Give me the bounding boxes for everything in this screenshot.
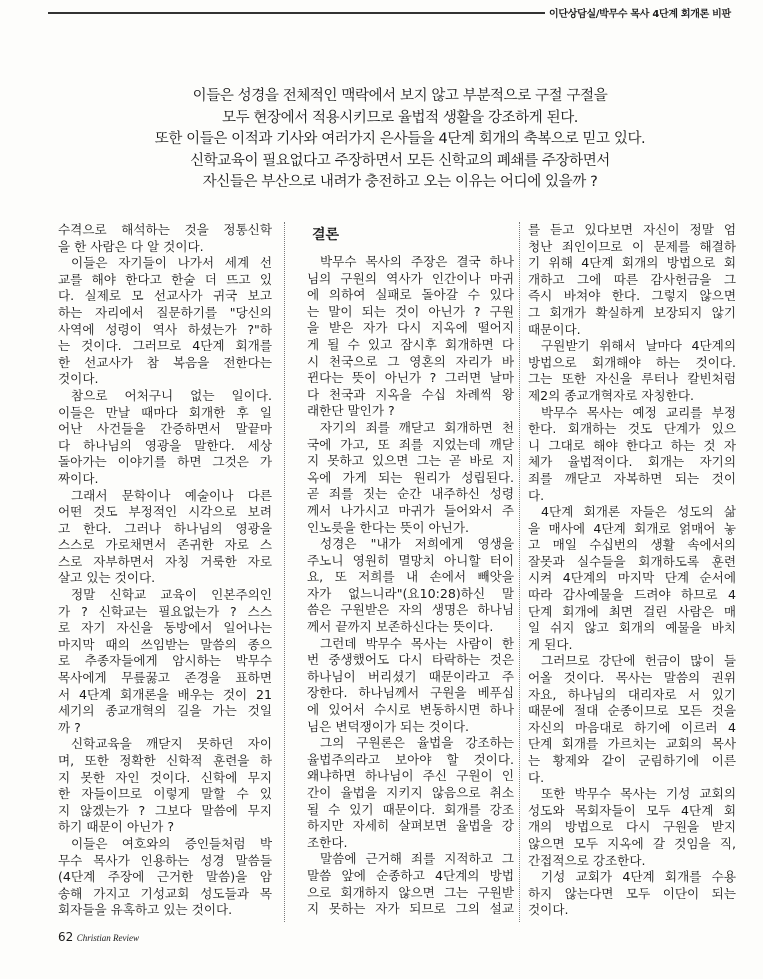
text-line: 인노릇을 한다는 뜻이 아닌가. bbox=[307, 519, 469, 535]
text-line: 박무수 목사의 주장은 결국 하나 bbox=[320, 254, 514, 269]
text-line: 교를 해야 한다고 한술 더 뜨고 있 bbox=[58, 271, 272, 287]
text-line: 잘못과 실수들을 회개하도록 훈련 bbox=[528, 553, 736, 569]
text-line: 것이다. bbox=[58, 371, 99, 387]
pull-quote-line: 모두 현장에서 적용시키므로 율법적 생활을 강조하게 된다. bbox=[221, 109, 579, 126]
text-line: 그런데 박무수 목사는 사람이 한 bbox=[320, 635, 514, 651]
text-line: 왜냐하면 하나님이 주신 구원이 인 bbox=[307, 768, 514, 784]
text-line: 하는 자리에서 질문하기를 "당신의 bbox=[58, 304, 272, 320]
text-line: 그러므로 강단에 헌금이 많이 들 bbox=[541, 653, 736, 669]
text-line: 즉시 바쳐야 한다. 그렇지 않으면 bbox=[528, 288, 736, 304]
text-line: 을 매사에 4단계 회개로 얽매어 놓 bbox=[528, 520, 736, 536]
text-line: 개하고 그에 따른 감사헌금을 그 bbox=[528, 271, 736, 287]
text-line: 한 선교사가 참 복음을 전한다는 bbox=[58, 354, 272, 370]
text-line: 번 중생했어도 다시 타락하는 것은 bbox=[307, 652, 514, 668]
text-line: 하나님이 버리셨기 때문이라고 주 bbox=[307, 668, 514, 684]
text-line: 따라 감사예물을 드려야 하므로 4 bbox=[528, 587, 736, 603]
text-line: 지 않겠는가 ? 그보다 말씀에 무지 bbox=[58, 802, 272, 818]
paragraph bbox=[528, 869, 736, 919]
text-line: 이들은 여호와의 증인들처럼 박 bbox=[71, 835, 272, 851]
paragraph bbox=[307, 420, 514, 536]
text-line: 서 4단계 회개론을 배우는 것이 21 bbox=[58, 686, 272, 702]
text-line: 지 못한 자인 것이다. 신학에 무지 bbox=[58, 769, 272, 785]
paragraph bbox=[528, 338, 736, 404]
text-line: 않으면 모두 지옥에 갈 것임을 직, bbox=[528, 835, 736, 851]
text-line: (4단계 주장에 근거한 말씀)을 암 bbox=[58, 869, 272, 885]
text-line: 무수 목사가 인용하는 성경 말씀들 bbox=[58, 852, 272, 868]
text-line: 하지 않는다면 모두 이단이 되는 bbox=[528, 885, 736, 901]
text-line: 박무수 목사는 예정 교리를 부정 bbox=[541, 404, 736, 420]
pull-quote-line: 신학교육이 필요없다고 주장하면서 모든 신학교의 폐쇄를 주장하면서 bbox=[190, 152, 610, 169]
paragraph bbox=[307, 254, 514, 420]
text-line: 요, 또 저희를 내 손에서 빼앗을 bbox=[307, 569, 514, 585]
text-line: 말씀 앞에 순종하고 4단계의 방법 bbox=[307, 867, 514, 883]
text-line: 때문이다. bbox=[528, 321, 581, 337]
text-line: 단계 회개에 최면 걸린 사람은 매 bbox=[528, 603, 736, 619]
text-line: 간이 율법을 지키지 않음으로 취소 bbox=[307, 785, 514, 800]
text-line: 을 한 사람은 다 알 것이다. bbox=[58, 238, 204, 254]
text-line: 에 있어서 수시로 변동하시면 하나 bbox=[307, 702, 514, 718]
text-line: 세기의 종교개혁의 길을 가는 것일 bbox=[58, 703, 272, 719]
pull-quote-line: 또한 이들은 이적과 기사와 여러가지 은사들을 4단계 회개의 축복으로 믿고 있다. bbox=[154, 131, 646, 148]
text-line: 참으로 어처구니 없는 일이다. bbox=[71, 387, 272, 403]
text-line: 어올 것이다. 목사는 말씀의 권위 bbox=[528, 670, 736, 686]
text-line: 자기의 죄를 깨닫고 회개하면 천 bbox=[320, 419, 514, 435]
text-line: 간접적으로 강조한다. bbox=[528, 852, 646, 868]
pull-quote-line: 이들은 성경을 전체적인 맥락에서 보지 않고 부분적으로 구절 구절을 bbox=[192, 88, 608, 104]
text-line: 다 하나님의 영광을 말한다. 세상 bbox=[58, 437, 272, 453]
text-line: 로 자기 자신을 동방에서 일어나는 bbox=[58, 620, 272, 636]
text-line: 다. bbox=[528, 487, 545, 503]
text-line: 을 받은 자가 다시 지옥에 떨어지 bbox=[307, 320, 514, 336]
text-line: 그는 또한 자신을 루터나 칼빈처럼 bbox=[528, 371, 736, 387]
text-line: 까 ? bbox=[58, 719, 81, 735]
text-line: 마지막 때의 쓰임받는 말씀의 종으 bbox=[58, 636, 272, 652]
article-column-1 bbox=[58, 222, 272, 919]
section-heading-conclusion: 결론 bbox=[312, 227, 340, 243]
text-line: 그의 구원론은 율법을 강조하는 bbox=[320, 735, 514, 751]
text-line: 씀은 구원받은 자의 생명은 하나님 bbox=[307, 602, 514, 618]
text-line: 일 쉬지 않고 회개의 예물을 바치 bbox=[528, 620, 736, 636]
text-line: 기성 교회가 4단계 회개를 수용 bbox=[541, 869, 736, 885]
column-divider bbox=[519, 222, 520, 922]
text-line: 조한다. bbox=[307, 834, 348, 850]
paragraph bbox=[58, 488, 272, 588]
text-line: 니 그대로 해야 한다고 하는 것 자 bbox=[528, 437, 736, 453]
text-line: 송해 가지고 기성교회 성도들과 목 bbox=[58, 885, 272, 901]
section-header: 이단상담실/박무수 목사 4단계 회개론 비판 bbox=[549, 9, 731, 20]
text-line: 님은 변덕쟁이가 되는 것이다. bbox=[307, 718, 469, 734]
paragraph bbox=[58, 255, 272, 388]
paragraph bbox=[307, 536, 514, 636]
text-line: 개의 방법으로 다시 구원을 받지 bbox=[528, 819, 736, 835]
paragraph bbox=[528, 504, 736, 653]
paragraph bbox=[528, 405, 736, 505]
text-line: 로 추종자들에게 암시하는 박무수 bbox=[58, 653, 272, 669]
text-line: 시켜 4단계의 마지막 단계 순서에 bbox=[528, 570, 736, 586]
text-line: 한다. 회개하는 것도 단계가 있으 bbox=[528, 421, 736, 437]
text-line: 말씀에 근거해 죄를 지적하고 그 bbox=[320, 851, 514, 867]
page-footer bbox=[58, 930, 139, 944]
text-line: 고 매일 수십번의 생활 속에서의 bbox=[528, 537, 736, 553]
text-line: 하지만 자세히 살펴보면 율법을 강 bbox=[307, 818, 514, 834]
text-line: 기 위해 4단계 회개의 방법으로 회 bbox=[528, 255, 736, 271]
paragraph bbox=[528, 222, 736, 338]
text-line: 구원받기 위해서 날마다 4단계의 bbox=[541, 338, 736, 354]
text-line: 한 자들이므로 이렇게 말할 수 있 bbox=[58, 786, 272, 802]
text-line: 하기 때문이 아닌가 ? bbox=[58, 819, 175, 835]
magazine-name: Christian Review bbox=[76, 933, 140, 943]
paragraph bbox=[307, 851, 514, 917]
text-line: 스로 자부하면서 자칭 거룩한 자로 bbox=[58, 553, 272, 569]
text-line: 자요, 하나님의 대리자로 서 있기 bbox=[528, 686, 736, 702]
paragraph bbox=[528, 786, 736, 869]
text-line: 그래서 문학이나 예술이나 다른 bbox=[71, 487, 272, 503]
text-line: 청난 죄인이므로 이 문제를 해결하 bbox=[528, 238, 736, 254]
text-line: 게 될 수 있고 잠시후 회개하면 다 bbox=[307, 336, 514, 352]
text-line: 시 천국으로 그 영혼의 자리가 바 bbox=[307, 353, 514, 369]
text-line: 것이다. bbox=[528, 902, 569, 918]
text-line: 신학교육을 깨닫지 못하던 자이 bbox=[71, 736, 272, 752]
text-line: 께서 끝까지 보존하신다는 뜻이다. bbox=[307, 619, 494, 635]
text-line: 그 회개가 확실하게 보장되지 않기 bbox=[528, 304, 736, 320]
text-line: 목사에게 무릎꿇고 존경을 표하면 bbox=[58, 670, 272, 686]
paragraph bbox=[58, 222, 272, 255]
text-line: 율법주의라고 보아야 할 것이다. bbox=[307, 751, 514, 767]
text-line: 는 말이 되는 것이 아닌가 ? 구원 bbox=[307, 303, 514, 319]
text-line: 어떤 것도 부정적인 시각으로 보려 bbox=[58, 504, 272, 520]
paragraph bbox=[58, 836, 272, 919]
text-line: 정말 신학교 교육이 인본주의인 bbox=[71, 587, 272, 603]
text-line: 는 것이다. 그러므로 4단계 회개를 bbox=[58, 338, 272, 354]
text-line: 짜이다. bbox=[58, 470, 99, 486]
text-line: 성도와 목회자들이 모두 4단계 회 bbox=[528, 802, 736, 818]
article-column-2 bbox=[307, 254, 514, 918]
text-line: 4단계 회개론 자들은 성도의 삶 bbox=[541, 504, 736, 520]
paragraph bbox=[307, 735, 514, 851]
paragraph bbox=[58, 736, 272, 836]
text-line: 돌아가는 이야기를 하면 그것은 가 bbox=[58, 454, 272, 470]
text-line: 지 못하는 자가 되므로 그의 설교 bbox=[307, 901, 514, 917]
text-line: 체가 율법적이다. 회개는 자기의 bbox=[528, 454, 736, 470]
text-line: 자신의 마음대로 하기에 이르러 4 bbox=[528, 719, 736, 735]
text-line: 가 ? 신학교는 필요없는가 ? 스스 bbox=[58, 603, 272, 619]
header-rule bbox=[48, 12, 545, 14]
text-line: 를 듣고 있다보면 자신이 정말 엄 bbox=[528, 222, 736, 237]
text-line: 주노니 영원히 멸망치 아니할 터이 bbox=[307, 552, 514, 568]
text-line: 또한 박무수 목사는 기성 교회의 bbox=[541, 786, 736, 802]
text-line: 스스로 가로채면서 존귀한 자로 스 bbox=[58, 537, 272, 553]
text-line: 며, 또한 정확한 신학적 훈련을 하 bbox=[58, 753, 272, 768]
paragraph bbox=[58, 587, 272, 736]
text-line: 다. 실제로 모 선교사가 귀국 보고 bbox=[58, 288, 272, 304]
text-line: 될 수 있기 때문이다. 회개를 강조 bbox=[307, 801, 514, 817]
article-column-3 bbox=[528, 222, 736, 919]
column-divider bbox=[284, 222, 285, 922]
text-line: 다 천국과 지옥을 수십 차례씩 왕 bbox=[307, 386, 514, 402]
text-line: 살고 있는 것이다. bbox=[58, 570, 156, 586]
text-line: 래한단 말인가 ? bbox=[307, 403, 395, 419]
paragraph bbox=[528, 653, 736, 786]
text-line: 에 의하여 실패로 돌아갈 수 있다 bbox=[307, 287, 514, 303]
text-line: 님의 구원의 역사가 인간이나 마귀 bbox=[307, 270, 514, 286]
text-line: 으로 회개하지 않으면 그는 구원받 bbox=[307, 884, 514, 900]
text-line: 고 한다. 그러나 하나님의 영광을 bbox=[58, 520, 272, 536]
paragraph bbox=[307, 636, 514, 736]
text-line: 방법으로 회개해야 하는 것이다. bbox=[528, 354, 736, 370]
text-line: 사역에 성령이 역사 하셨는가 ?"하 bbox=[58, 321, 272, 337]
text-line: 죄를 깨닫고 자복하면 되는 것이 bbox=[528, 470, 736, 486]
text-line: 지 못하고 있으면 그는 곧 바로 지 bbox=[307, 453, 514, 469]
text-line: 성경은 "내가 저희에게 영생을 bbox=[320, 536, 514, 552]
text-line: 곧 죄를 짓는 순간 내주하신 성령 bbox=[307, 486, 514, 502]
text-line: 국에 가고, 또 죄를 지었는데 깨닫 bbox=[307, 436, 514, 452]
text-line: 이들은 자기들이 나가서 세계 선 bbox=[71, 255, 272, 271]
text-line: 이들은 만날 때마다 회개한 후 일 bbox=[58, 404, 272, 420]
text-line: 회자들을 유혹하고 있는 것이다. bbox=[58, 902, 233, 918]
text-line: 단계 회개를 가르치는 교회의 목사 bbox=[528, 736, 736, 752]
text-line: 자가 없느니라"(요10:28)하신 말 bbox=[307, 585, 514, 601]
pull-quote bbox=[100, 86, 700, 194]
text-line: 어난 사건들을 간증하면서 말끝마 bbox=[58, 421, 272, 437]
text-line: 장한다. 하나님께서 구원을 베푸심 bbox=[307, 685, 514, 701]
paragraph bbox=[58, 388, 272, 488]
text-line: 는 황제와 같이 군림하기에 이른 bbox=[528, 753, 736, 768]
text-line: 옥에 가게 되는 원리가 성립된다. bbox=[307, 469, 514, 485]
pull-quote-line: 자신들은 부산으로 내려가 충전하고 오는 이유는 어디에 있을까 ? bbox=[202, 174, 598, 191]
text-line: 께서 나가시고 마귀가 들어와서 주 bbox=[307, 502, 514, 518]
text-line: 수격으로 해석하는 것을 정통신학 bbox=[58, 222, 272, 237]
text-line: 다. bbox=[528, 769, 545, 785]
page-number: 62 bbox=[58, 930, 74, 944]
text-line: 뀐다는 뜻이 아닌가 ? 그러면 날마 bbox=[307, 370, 514, 386]
text-line: 제2의 종교개혁자로 자칭한다. bbox=[528, 387, 695, 403]
text-line: 게 된다. bbox=[528, 636, 573, 652]
text-line: 때문에 절대 순종이므로 모든 것을 bbox=[528, 703, 736, 719]
